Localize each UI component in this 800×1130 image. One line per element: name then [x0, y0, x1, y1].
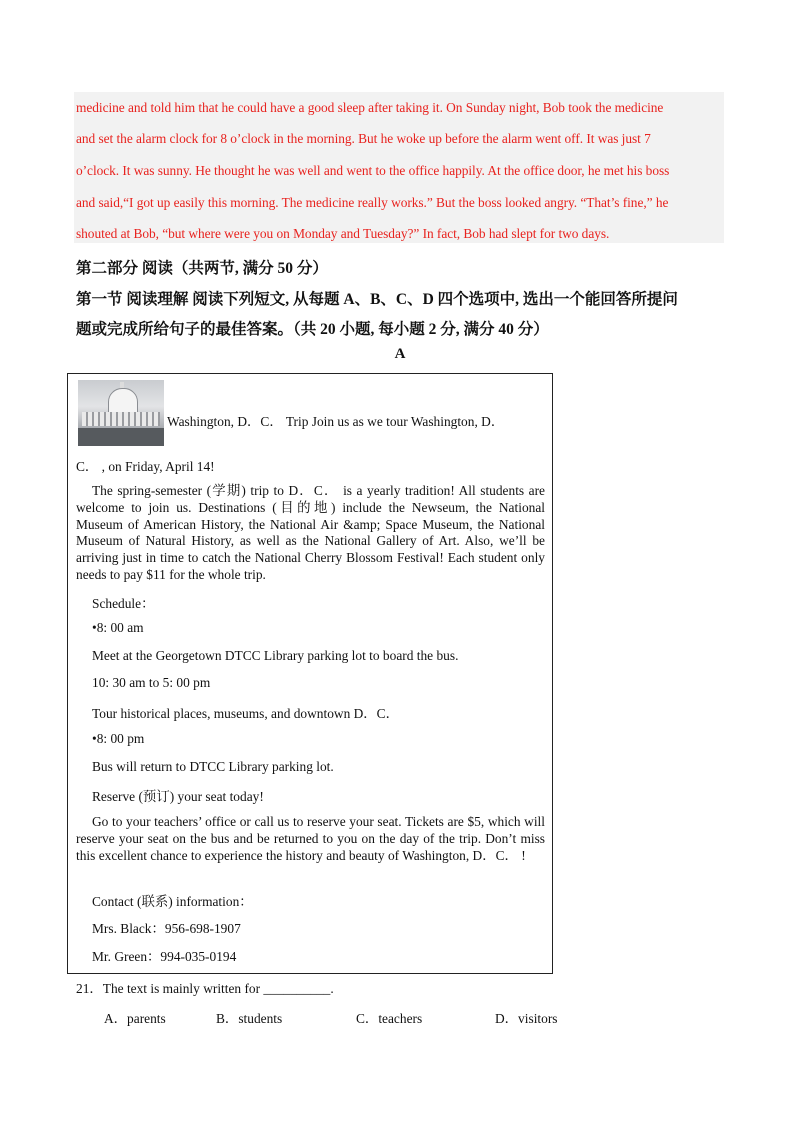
part-heading: 第二部分 阅读（共两节, 满分 50 分）: [76, 260, 328, 277]
option-d[interactable]: D．visitors: [495, 1011, 558, 1026]
section-heading: 第一节 阅读理解 阅读下列短文, 从每题 A、B、C、D 四个选项中, 选出一个能回答所提问: [76, 291, 678, 308]
ad-title-cont: C． , on Friday, April 14!: [76, 459, 215, 474]
story-line: o’clock. It was sunny. He thought he was well and went to the office happily. At the office door, he met his boss: [76, 163, 670, 178]
schedule-desc: Bus will return to DTCC Library parking lot.: [92, 759, 334, 774]
reserve-paragraph: Go to your teachers’ office or call us to reserve your seat. Tickets are $5, which will reserve your seat on the bus and be returned to you on the day of the trip. Don’t miss this excellent chance to experience the history and beauty of Washington, D．C． !: [76, 814, 545, 863]
reserve-heading: Reserve (预订) your seat today!: [92, 789, 264, 804]
schedule-desc: Meet at the Georgetown DTCC Library parking lot to board the bus.: [92, 648, 459, 663]
story-line: and said,“I got up easily this morning. The medicine really works.” But the boss looked angry. “That’s fine,” he: [76, 195, 669, 210]
schedule-time: 10: 30 am to 5: 00 pm: [92, 675, 211, 690]
schedule-time: •8: 00 pm: [92, 731, 145, 746]
option-c[interactable]: C．teachers: [356, 1011, 423, 1026]
story-line: and set the alarm clock for 8 o’clock in the morning. But he woke up before the alarm went off. It was just 7: [76, 131, 651, 146]
passage-letter: A: [394, 346, 406, 362]
capitol-building-image: [78, 380, 164, 446]
contact-mrs-black: Mrs. Black：956-698-1907: [92, 921, 241, 936]
option-a[interactable]: A．parents: [104, 1011, 166, 1026]
schedule-desc: Tour historical places, museums, and downtown D．C．: [92, 706, 400, 721]
schedule-time: •8: 00 am: [92, 620, 144, 635]
ad-title: Washington, D．C． Trip Join us as we tour Washington, D．: [167, 414, 505, 429]
contact-label: Contact (联系) information：: [92, 894, 253, 909]
story-line: medicine and told him that he could have a good sleep after taking it. On Sunday night, Bob took the medicine: [76, 100, 664, 115]
ad-intro: The spring-semester (学期) trip to D．C． is a yearly tradition! All students are welcome to join us. Destinations (目的地) include the Newseum, the National Museum of American History, the National Air &amp; Space Museum, the National Museum of Natural History, as well as the National Gallery of Art. Also, we’ll be arriving just in time to catch the National Cherry Blossom Festival! Each student only needs to pay $11 for the whole trip.: [76, 483, 545, 582]
story-line: shouted at Bob, “but where were you on Monday and Tuesday?” In fact, Bob had slept for two days.: [76, 226, 610, 241]
contact-mr-green: Mr. Green：994-035-0194: [92, 949, 237, 964]
section-heading-cont: 题或完成所给句子的最佳答案。（共 20 小题, 每小题 2 分, 满分 40 分）: [76, 321, 549, 338]
schedule-label: Schedule：: [92, 596, 155, 611]
option-b[interactable]: B．students: [216, 1011, 283, 1026]
question-stem: 21．The text is mainly written for __________.: [76, 981, 334, 996]
